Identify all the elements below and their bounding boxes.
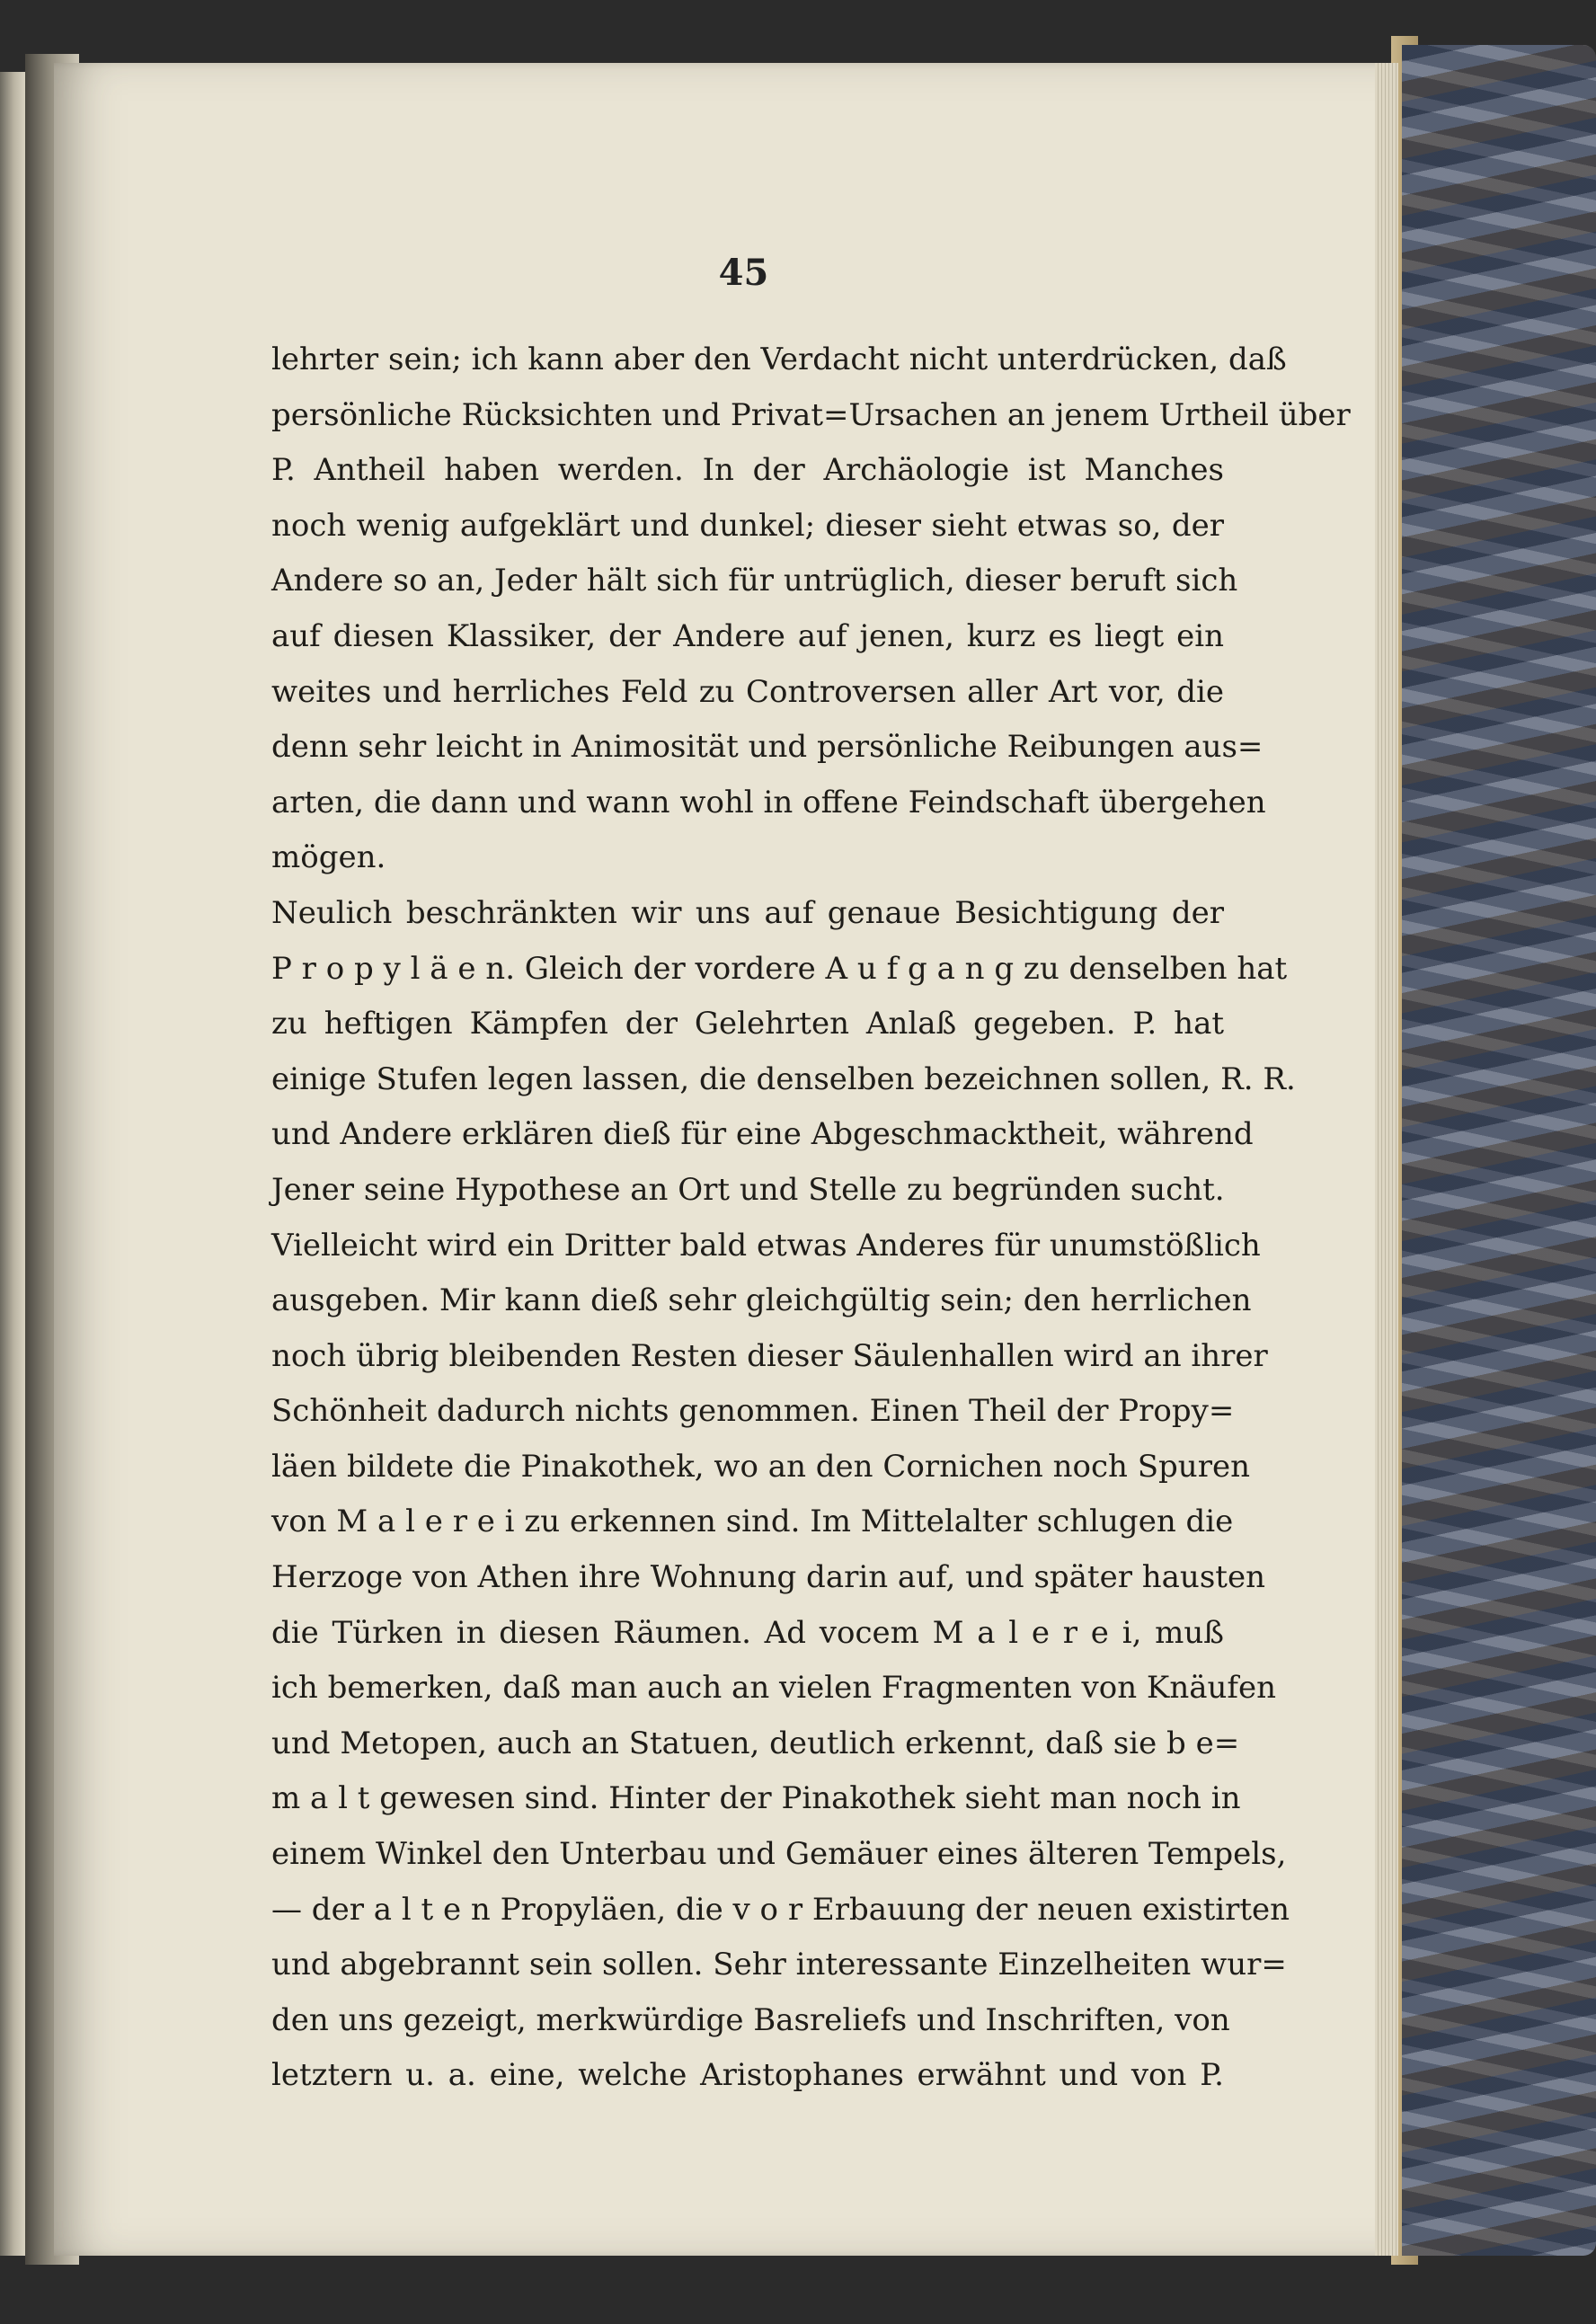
- text-line: Vielleicht wird ein Dritter bald etwas Anderes für unumstößlich: [271, 1227, 1261, 1264]
- facing-page-edge: [0, 72, 25, 2256]
- text-line: ich bemerken, daß man auch an vielen Fragmenten von Knäufen: [271, 1670, 1276, 1707]
- text-line: P. Antheil haben werden. In der Archäologie ist Manches: [271, 452, 1224, 489]
- text-line: und abgebrannt sein sollen. Sehr interessante Einzelheiten wur=: [271, 1947, 1287, 1983]
- text-line: P r o p y l ä e n. Gleich der vordere A u f g a n g zu denselben hat: [271, 950, 1288, 987]
- text-line: denn sehr leicht in Animosität und persönliche Reibungen aus=: [271, 729, 1264, 766]
- text-line: Andere so an, Jeder hält sich für untrüglich, dieser beruft sich: [271, 563, 1238, 599]
- text-line: zu heftigen Kämpfen der Gelehrten Anlaß gegeben. P. hat: [271, 1006, 1224, 1042]
- text-line: m a l t gewesen sind. Hinter der Pinakothek sieht man noch in: [271, 1780, 1241, 1817]
- text-line: und Metopen, auch an Statuen, deutlich erkennt, daß sie b e=: [271, 1725, 1240, 1761]
- text-line: ausgeben. Mir kann dieß sehr gleichgültig sein; den herrlichen: [271, 1282, 1252, 1319]
- text-line: einem Winkel den Unterbau und Gemäuer eines älteren Tempels,: [271, 1836, 1287, 1873]
- text-line: auf diesen Klassiker, der Andere auf jenen, kurz es liegt ein: [271, 617, 1224, 654]
- page-stack-edge: [1375, 63, 1398, 2256]
- text-line: persönliche Rücksichten und Privat=Ursachen an jenem Urtheil über: [271, 396, 1351, 433]
- text-line: arten, die dann und wann wohl in offene Feindschaft übergehen: [271, 784, 1266, 820]
- text-line: die Türken in diesen Räumen. Ad vocem M a l e r e i, muß: [271, 1614, 1224, 1651]
- text-line: Neulich beschränkten wir uns auf genaue Besichtigung der: [271, 894, 1224, 931]
- text-line: Jener seine Hypothese an Ort und Stelle zu begründen sucht.: [271, 1171, 1225, 1208]
- text-line: Schönheit dadurch nichts genommen. Einen Theil der Propy=: [271, 1393, 1235, 1430]
- text-line: noch wenig aufgeklärt und dunkel; dieser sieht etwas so, der: [271, 507, 1224, 544]
- text-line: von M a l e r e i zu erkennen sind. Im Mittelalter schlugen die: [271, 1504, 1234, 1540]
- text-line: lehrter sein; ich kann aber den Verdacht nicht unterdrücken, daß: [271, 342, 1287, 377]
- book-page: [54, 63, 1397, 2256]
- text-line: noch übrig bleibenden Resten dieser Säulenhallen wird an ihrer: [271, 1337, 1268, 1374]
- text-line: Herzoge von Athen ihre Wohnung darin auf, und später hausten: [271, 1559, 1265, 1596]
- marbled-cover: [1402, 45, 1596, 2256]
- page-number: 45: [718, 252, 769, 294]
- text-line: weites und herrliches Feld zu Controversen aller Art vor, die: [271, 673, 1224, 710]
- text-line: den uns gezeigt, merkwürdige Basreliefs und Inschriften, von: [271, 2001, 1230, 2038]
- text-line: — der a l t e n Propyläen, die v o r Erbauung der neuen existirten: [271, 1891, 1290, 1928]
- text-line: läen bildete die Pinakothek, wo an den Cornichen noch Spuren: [271, 1448, 1250, 1485]
- text-line: einige Stufen legen lassen, die denselben bezeichnen sollen, R. R.: [271, 1060, 1296, 1097]
- text-line: und Andere erklären dieß für eine Abgeschmacktheit, während: [271, 1116, 1254, 1153]
- text-line: mögen.: [271, 839, 386, 876]
- text-line: letztern u. a. eine, welche Aristophanes erwähnt und von P.: [271, 2057, 1224, 2094]
- body-text: [271, 333, 1351, 2104]
